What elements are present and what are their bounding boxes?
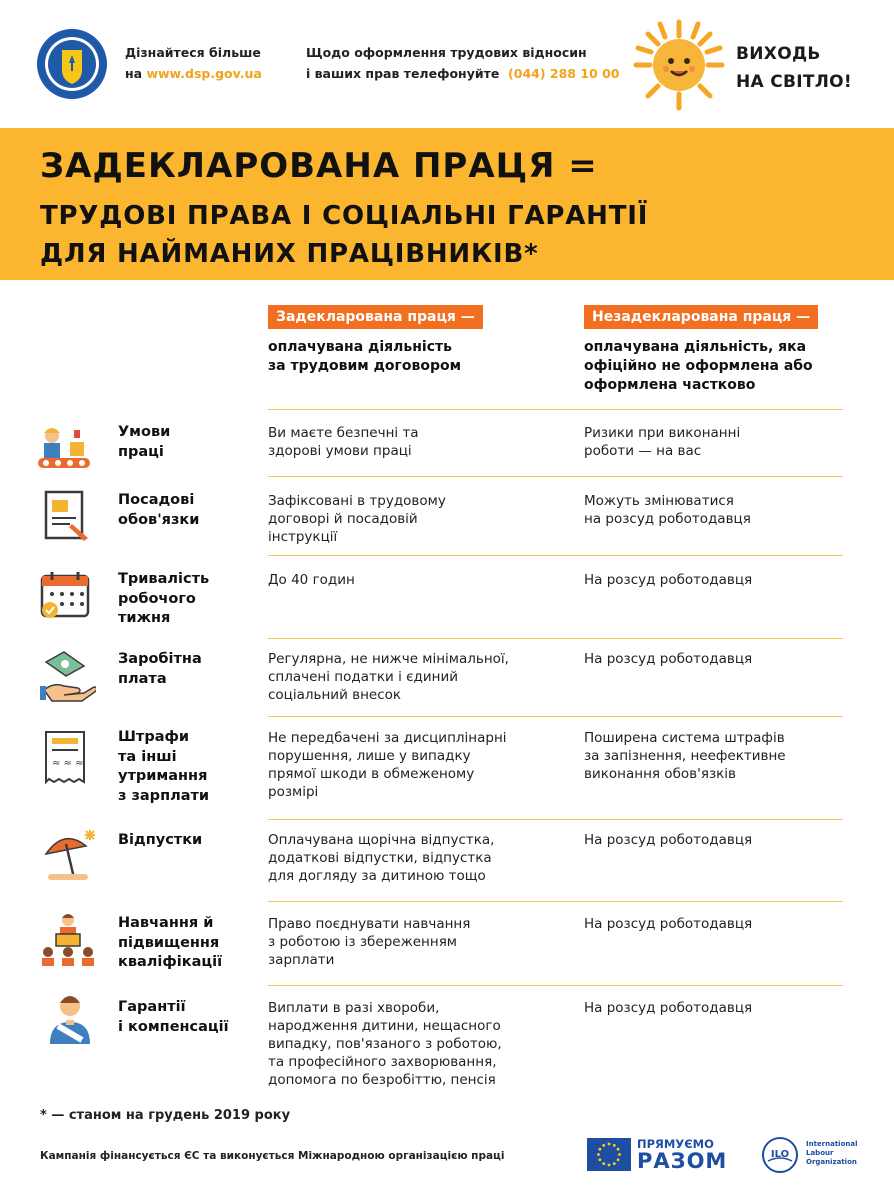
slogan-line1: ВИХОДЬ xyxy=(736,44,821,64)
undeclared-column-header: Незадекларована праця — xyxy=(584,305,818,329)
row-label xyxy=(118,491,199,530)
row-label xyxy=(118,914,222,973)
cell-line: Ви маєте безпечні та xyxy=(268,425,419,441)
cell-line: договорі й посадовій xyxy=(268,511,418,527)
cell-line: народження дитини, нещасного xyxy=(268,1018,501,1034)
website-link[interactable]: www.dsp.gov.ua xyxy=(146,66,262,81)
sun-mascot-icon xyxy=(632,18,726,112)
worker-conveyor-icon xyxy=(36,420,92,476)
cell-line: Ризики при виконанні xyxy=(584,425,741,441)
row-separator xyxy=(268,716,843,717)
learn-more-block xyxy=(125,42,262,84)
row-label-line: та інші xyxy=(118,748,177,765)
undeclared-cell xyxy=(584,729,786,783)
undeclared-desc-line2: офіційно не оформлена або xyxy=(584,358,813,374)
row-label-line: утримання xyxy=(118,768,208,784)
cell-line: На розсуд роботодавця xyxy=(584,1000,753,1016)
cell-line: додаткові відпустки, відпустка xyxy=(268,850,492,866)
row-label-line: Штрафи xyxy=(118,729,190,745)
row-label-line: з зарплати xyxy=(118,787,210,804)
row-label-line: Навчання й xyxy=(118,915,214,931)
footnote: * — станом на грудень 2019 року xyxy=(40,1108,291,1123)
ilo-logo-icon xyxy=(762,1137,798,1173)
cell-line: Оплачувана щорічна відпустка, xyxy=(268,832,495,848)
declared-cell xyxy=(268,915,470,969)
cell-line: До 40 годин xyxy=(268,572,355,588)
undeclared-cell xyxy=(584,915,752,933)
row-label-line: Відпустки xyxy=(118,832,203,848)
cell-line: Не передбачені за дисциплінарні xyxy=(268,730,507,746)
eu-flag-icon xyxy=(587,1138,631,1171)
svg-text:≈ ≈ ≈: ≈ ≈ ≈ xyxy=(52,758,84,769)
declared-column-header: Задекларована праця — xyxy=(268,305,483,329)
cell-line: Можуть змінюватися xyxy=(584,493,734,509)
injured-person-icon xyxy=(42,990,98,1046)
campaign-slogan xyxy=(736,40,852,96)
cell-line: розмірі xyxy=(268,784,319,800)
phone-number[interactable]: (044) 288 10 00 xyxy=(508,66,620,81)
declared-column-description xyxy=(268,338,461,376)
cell-line: На розсуд роботодавця xyxy=(584,572,753,588)
declared-cell xyxy=(268,571,355,589)
undeclared-cell xyxy=(584,424,740,460)
undeclared-desc-line1: оплачувана діяльність, яка xyxy=(584,339,807,355)
cell-line: На розсуд роботодавця xyxy=(584,651,753,667)
table-row xyxy=(0,420,894,470)
ilo-name-line: International xyxy=(806,1140,858,1148)
row-label-line: Заробітна xyxy=(118,651,202,667)
ilo-name-line: Labour xyxy=(806,1149,834,1157)
row-label-line: тижня xyxy=(118,610,171,626)
cell-line: Поширена система штрафів xyxy=(584,730,785,746)
declared-cell xyxy=(268,492,446,546)
row-separator xyxy=(268,638,843,639)
phone-line1: Щодо оформлення трудових відносин xyxy=(306,45,587,60)
cell-line: Зафіксовані в трудовому xyxy=(268,493,446,509)
row-label-line: Тривалість xyxy=(118,571,210,587)
cell-line: Право поєднувати навчання xyxy=(268,916,471,932)
banner-subtitle xyxy=(40,197,648,273)
declared-cell xyxy=(268,424,419,460)
declared-desc-line1: оплачувана діяльність xyxy=(268,339,452,355)
row-label xyxy=(118,650,202,689)
cell-line: порушення, лише у випадку xyxy=(268,748,471,764)
row-label-line: Умови xyxy=(118,424,171,440)
table-row xyxy=(0,646,894,708)
table-row xyxy=(0,912,894,978)
cell-line: на розсуд роботодавця xyxy=(584,511,751,527)
row-label-line: і компенсації xyxy=(118,1018,229,1035)
undeclared-cell xyxy=(584,571,752,589)
row-separator xyxy=(268,901,843,902)
site-prefix: на xyxy=(125,66,143,81)
undeclared-column-description xyxy=(584,338,813,395)
document-pen-icon xyxy=(40,488,96,544)
lecture-icon xyxy=(40,912,96,968)
cell-line: інструкції xyxy=(268,529,338,545)
undeclared-desc-line3: оформлена частково xyxy=(584,377,756,393)
banner-title: ЗАДЕКЛАРОВАНА ПРАЦЯ = xyxy=(40,146,598,186)
undeclared-cell xyxy=(584,831,752,849)
phone-line2: і ваших прав телефонуйте xyxy=(306,66,500,81)
row-label xyxy=(118,998,229,1037)
table-row xyxy=(0,996,894,1090)
undeclared-cell xyxy=(584,999,752,1017)
funding-note: Кампанія фінансується ЄС та виконується Міжнародною організацією праці xyxy=(40,1150,505,1162)
beach-umbrella-icon xyxy=(42,828,98,884)
cell-line: На розсуд роботодавця xyxy=(584,832,753,848)
table-row xyxy=(0,728,894,812)
declared-desc-line2: за трудовим договором xyxy=(268,358,462,374)
calendar-check-icon xyxy=(38,568,94,624)
row-label xyxy=(118,423,170,462)
cell-line: На розсуд роботодавця xyxy=(584,916,753,932)
cell-line: та професійного захворювання, xyxy=(268,1054,497,1070)
cell-line: Регулярна, не нижче мінімальної, xyxy=(268,651,509,667)
cell-line: за запізнення, неефективне xyxy=(584,748,786,764)
declared-cell xyxy=(268,831,494,885)
declared-cell xyxy=(268,999,502,1089)
cell-line: роботи — на вас xyxy=(584,443,702,459)
cell-line: з роботою із збереженням xyxy=(268,934,457,950)
declared-cell xyxy=(268,729,507,801)
eu-campaign-subtitle: РАЗОМ xyxy=(637,1149,728,1173)
cell-line: Виплати в разі хвороби, xyxy=(268,1000,440,1016)
row-label xyxy=(118,728,209,806)
row-separator xyxy=(268,409,843,410)
phone-block xyxy=(306,42,620,84)
ilo-name-line: Organization xyxy=(806,1158,857,1166)
ilo-logo-text: ILO xyxy=(770,1149,790,1160)
undeclared-cell xyxy=(584,650,752,668)
learn-more-text: Дізнайтеся більше xyxy=(125,45,261,60)
ilo-name xyxy=(806,1140,858,1167)
table-row xyxy=(0,828,894,892)
row-label-line: підвищення xyxy=(118,934,220,951)
row-label-line: Гарантії xyxy=(118,999,186,1015)
row-label xyxy=(118,831,202,851)
banner-subtitle-line1: ТРУДОВІ ПРАВА І СОЦІАЛЬНІ ГАРАНТІЇ xyxy=(40,201,649,231)
row-separator xyxy=(268,476,843,477)
money-hands-icon xyxy=(40,646,96,702)
table-row xyxy=(0,488,894,548)
row-separator xyxy=(268,555,843,556)
cell-line: соціальний внесок xyxy=(268,687,402,703)
undeclared-cell xyxy=(584,492,751,528)
banner-subtitle-line2: ДЛЯ НАЙМАНИХ ПРАЦІВНИКІВ* xyxy=(40,239,539,269)
row-label-line: кваліфікації xyxy=(118,954,223,970)
declared-cell xyxy=(268,650,509,704)
row-separator xyxy=(268,819,843,820)
cell-line: здорові умови праці xyxy=(268,443,412,459)
cell-line: виконання обов'язків xyxy=(584,766,736,782)
row-label-line: плата xyxy=(118,670,167,687)
receipt-icon xyxy=(40,730,96,786)
eu-campaign-title: ПРЯМУЄМО xyxy=(637,1137,714,1151)
row-label-line: Посадові xyxy=(118,492,195,508)
row-label xyxy=(118,570,209,629)
row-separator xyxy=(268,985,843,986)
state-labor-service-emblem xyxy=(36,28,108,100)
cell-line: прямої шкоди в обмеженому xyxy=(268,766,475,782)
row-label-line: робочого xyxy=(118,590,196,607)
cell-line: зарплати xyxy=(268,952,335,968)
cell-line: випадку, пов'язаного з роботою, xyxy=(268,1036,502,1052)
cell-line: сплачені податки і єдиний xyxy=(268,669,459,685)
row-label-line: праці xyxy=(118,443,164,460)
slogan-line2: НА СВІТЛО! xyxy=(736,72,852,92)
cell-line: допомога по безробіттю, пенсія xyxy=(268,1072,496,1088)
table-row xyxy=(0,568,894,632)
cell-line: для догляду за дитиною тощо xyxy=(268,868,486,884)
row-label-line: обов'язки xyxy=(118,511,200,528)
